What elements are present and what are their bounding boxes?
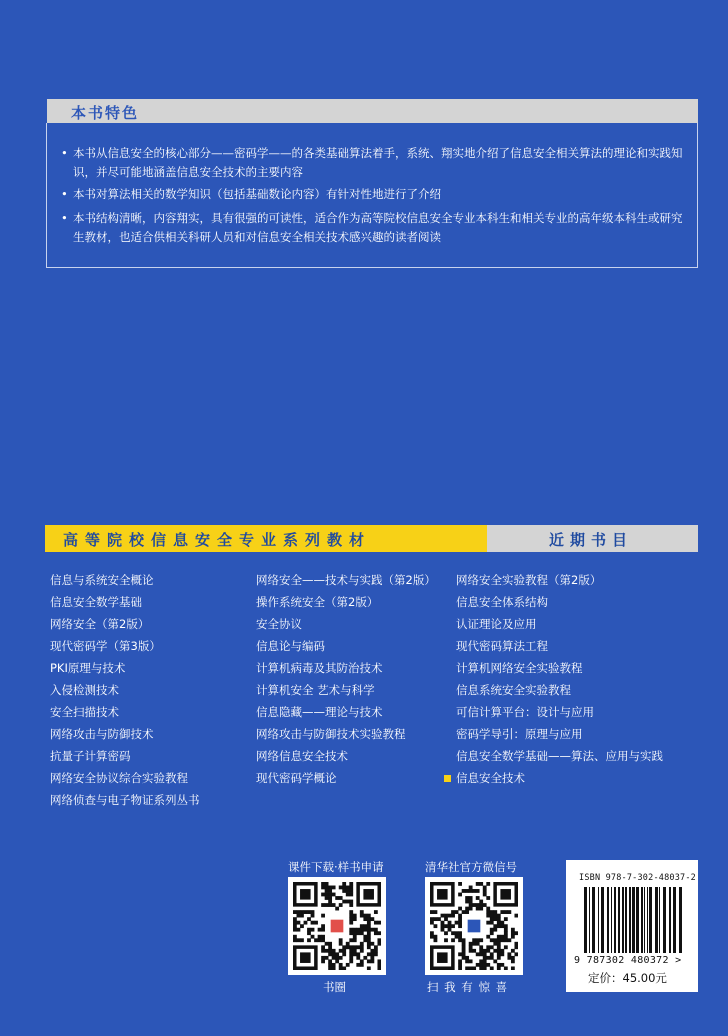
book-title: 信息隐藏——理论与技术 [256, 705, 383, 719]
book-title: 信息与系统安全概论 [50, 573, 154, 587]
features-heading: 本书特色 [71, 104, 140, 122]
wechat-caption: 清华社官方微信号 [425, 860, 517, 874]
isbn-text: ISBN 978-7-302-48037-2 [579, 873, 696, 883]
series-title-bar [45, 525, 487, 552]
book-title: 计算机病毒及其防治技术 [256, 661, 383, 675]
book-title: 密码学导引：原理与应用 [456, 727, 583, 741]
price: 定价：45.00元 [588, 971, 667, 985]
book-title: 网络侦查与电子物证系列丛书 [50, 793, 200, 807]
feature-item: • 本书对算法相关的数学知识（包括基础数论内容）有针对性地进行了介绍 [61, 185, 683, 204]
book-title: 现代密码学概论 [256, 771, 337, 785]
book-title: 信息安全技术 [456, 771, 525, 785]
book-title: 现代密码算法工程 [456, 639, 548, 653]
book-title: 网络攻击与防御技术实验教程 [256, 727, 406, 741]
book-title: 抗量子计算密码 [50, 749, 131, 763]
book-title: 网络信息安全技术 [256, 749, 348, 763]
book-title: 可信计算平台：设计与应用 [456, 705, 594, 719]
book-title: 计算机网络安全实验教程 [456, 661, 583, 675]
book-title: 信息安全数学基础——算法、应用与实践 [456, 749, 663, 763]
book-title: 网络安全——技术与实践（第2版） [256, 573, 436, 587]
book-title: 现代密码学（第3版） [50, 639, 161, 653]
book-title: 网络安全（第2版） [50, 617, 150, 631]
features-box [46, 123, 698, 268]
book-title: 网络安全协议综合实验教程 [50, 771, 188, 785]
recent-books-bar [487, 525, 698, 552]
book-title: 信息安全体系结构 [456, 595, 548, 609]
isbn-barcode [566, 860, 698, 992]
book-title: 操作系统安全（第2版） [256, 595, 379, 609]
book-title: 信息系统安全实验教程 [456, 683, 571, 697]
book-title: 认证理论及应用 [456, 617, 537, 631]
new-book-marker [444, 775, 451, 782]
feature-item: • 本书从信息安全的核心部分——密码学——的各类基础算法着手，系统、翔实地介绍了信息安全相关算法的理论和实践知识，并尽可能地涵盖信息安全技术的主要内容 [61, 144, 683, 182]
book-title: 安全扫描技术 [50, 705, 119, 719]
feature-item: • 本书结构清晰，内容翔实，具有很强的可读性，适合作为高等院校信息安全专业本科生和相关专业的高年级本科生或研究生教材，也适合供相关科研人员和对信息安全相关技术感兴趣的读者阅读 [61, 209, 683, 247]
wechat-qr-code [425, 877, 523, 975]
barcode-bars [582, 887, 686, 955]
courseware-caption: 课件下载·样书申请 [288, 860, 384, 874]
barcode-digits: 9 787302 480372 > [574, 955, 682, 966]
book-title: 入侵检测技术 [50, 683, 119, 697]
book-title: 信息安全数学基础 [50, 595, 142, 609]
recent-books-label: 近期书目 [549, 531, 634, 549]
book-title: PKI原理与技术 [50, 661, 126, 675]
scan-label: 扫 我 有 惊 喜 [427, 980, 509, 994]
shuquan-label: 书圈 [323, 980, 346, 994]
book-title: 信息论与编码 [256, 639, 325, 653]
series-title: 高等院校信息安全专业系列教材 [63, 531, 372, 549]
book-title: 网络安全实验教程（第2版） [456, 573, 602, 587]
book-title: 计算机安全 艺术与科学 [256, 683, 375, 697]
courseware-qr-code [288, 877, 386, 975]
features-header [47, 99, 698, 123]
book-title: 安全协议 [256, 617, 302, 631]
book-title: 网络攻击与防御技术 [50, 727, 154, 741]
